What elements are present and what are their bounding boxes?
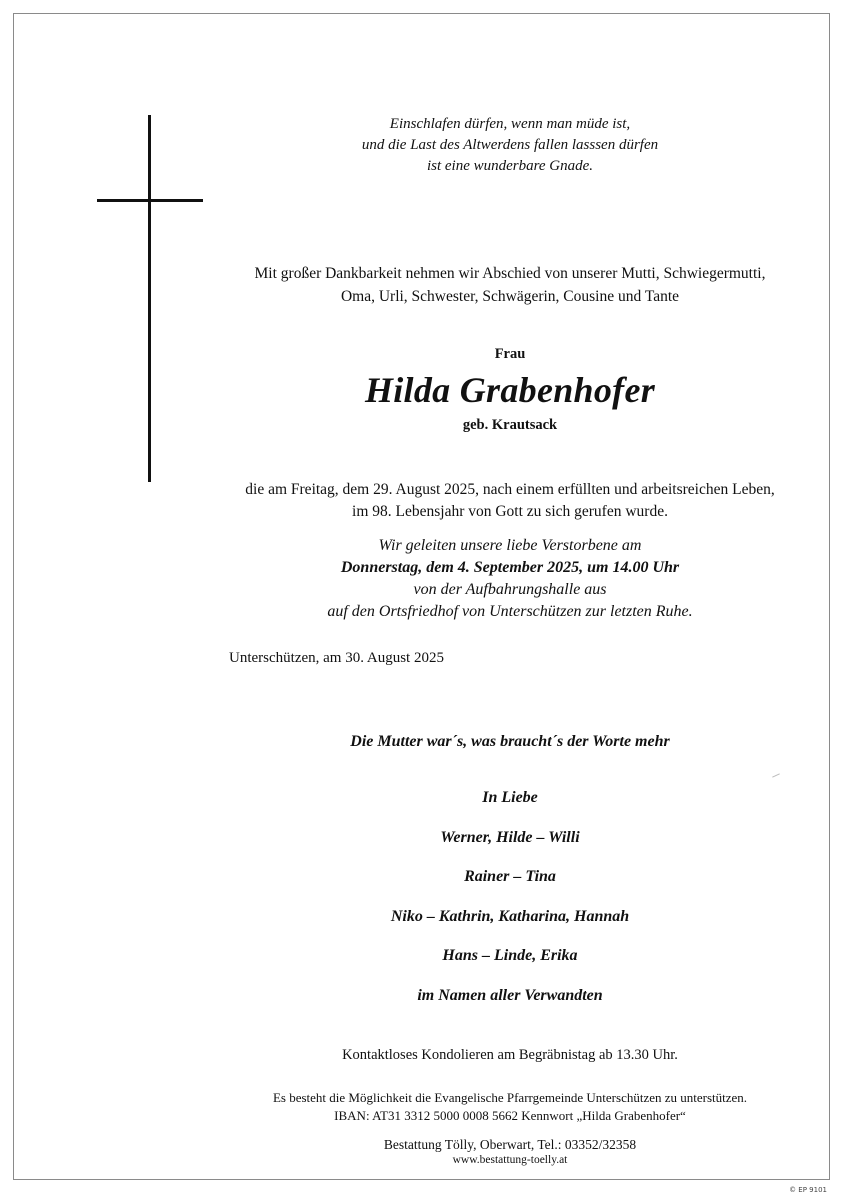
deceased-name: Hilda Grabenhofer [364, 370, 656, 410]
quote: Die Mutter war´s, was braucht´s der Worte mehr [350, 733, 670, 750]
funeral-date-time: Donnerstag, dem 4. September 2025, um 14.00 Uhr [340, 559, 680, 576]
undertaker-info: Bestattung Tölly, Oberwart, Tel.: 03352/32358 [383, 1137, 637, 1152]
cross-horizontal-bar [97, 199, 203, 202]
family-line: im Namen aller Verwandten [417, 986, 603, 1004]
donation-line: Es besteht die Möglichkeit die Evangelische Pfarrgemeinde Unterschützen zu unterstützen. [272, 1090, 748, 1105]
funeral-line: Wir geleiten unsere liebe Verstorbene am [378, 537, 642, 554]
print-code: © EP 9101 [789, 1186, 827, 1194]
salutation: Frau [494, 346, 526, 362]
website-link[interactable]: www.bestattung-toelly.at [452, 1154, 568, 1166]
donation-iban: IBAN: AT31 3312 5000 0008 5662 Kennwort „Hilda Grabenhofer“ [334, 1108, 686, 1123]
family-line: Hans – Linde, Erika [442, 947, 578, 965]
intro-text [200, 262, 820, 308]
funeral-info [200, 535, 820, 623]
death-notice-line: die am Freitag, dem 29. August 2025, nach einem erfüllten und arbeitsreichen Leben, [245, 481, 775, 498]
family-line: Rainer – Tina [464, 868, 556, 886]
family-line: Werner, Hilde – Willi [440, 828, 580, 846]
family-line: Niko – Kathrin, Katharina, Hannah [390, 907, 630, 925]
poem-line: und die Last des Altwerdens fallen lasssen dürfen [361, 137, 659, 153]
intro-line: Mit großer Dankbarkeit nehmen wir Abschied von unserer Mutti, Schwiegermutti, [254, 265, 766, 282]
funeral-line: auf den Ortsfriedhof von Unterschützen zur letzten Ruhe. [327, 603, 693, 620]
condolence-note: Kontaktloses Kondolieren am Begräbnistag ab 13.30 Uhr. [342, 1047, 678, 1063]
funeral-line: von der Aufbahrungshalle aus [413, 581, 607, 598]
poem-line: ist eine wunderbare Gnade. [426, 158, 594, 174]
intro-line: Oma, Urli, Schwester, Schwägerin, Cousine und Tante [340, 288, 680, 305]
cross-vertical-bar [148, 115, 151, 482]
poem [200, 114, 820, 177]
death-notice [200, 479, 820, 523]
place-date: Unterschützen, am 30. August 2025 [229, 650, 444, 666]
donation-info [200, 1089, 820, 1125]
death-notice-line: im 98. Lebensjahr von Gott zu sich gerufen wurde. [352, 503, 668, 520]
poem-line: Einschlafen dürfen, wenn man müde ist, [389, 116, 631, 132]
family-list [200, 778, 820, 1016]
birth-name: geb. Krautsack [462, 417, 558, 433]
family-line: In Liebe [482, 789, 538, 806]
